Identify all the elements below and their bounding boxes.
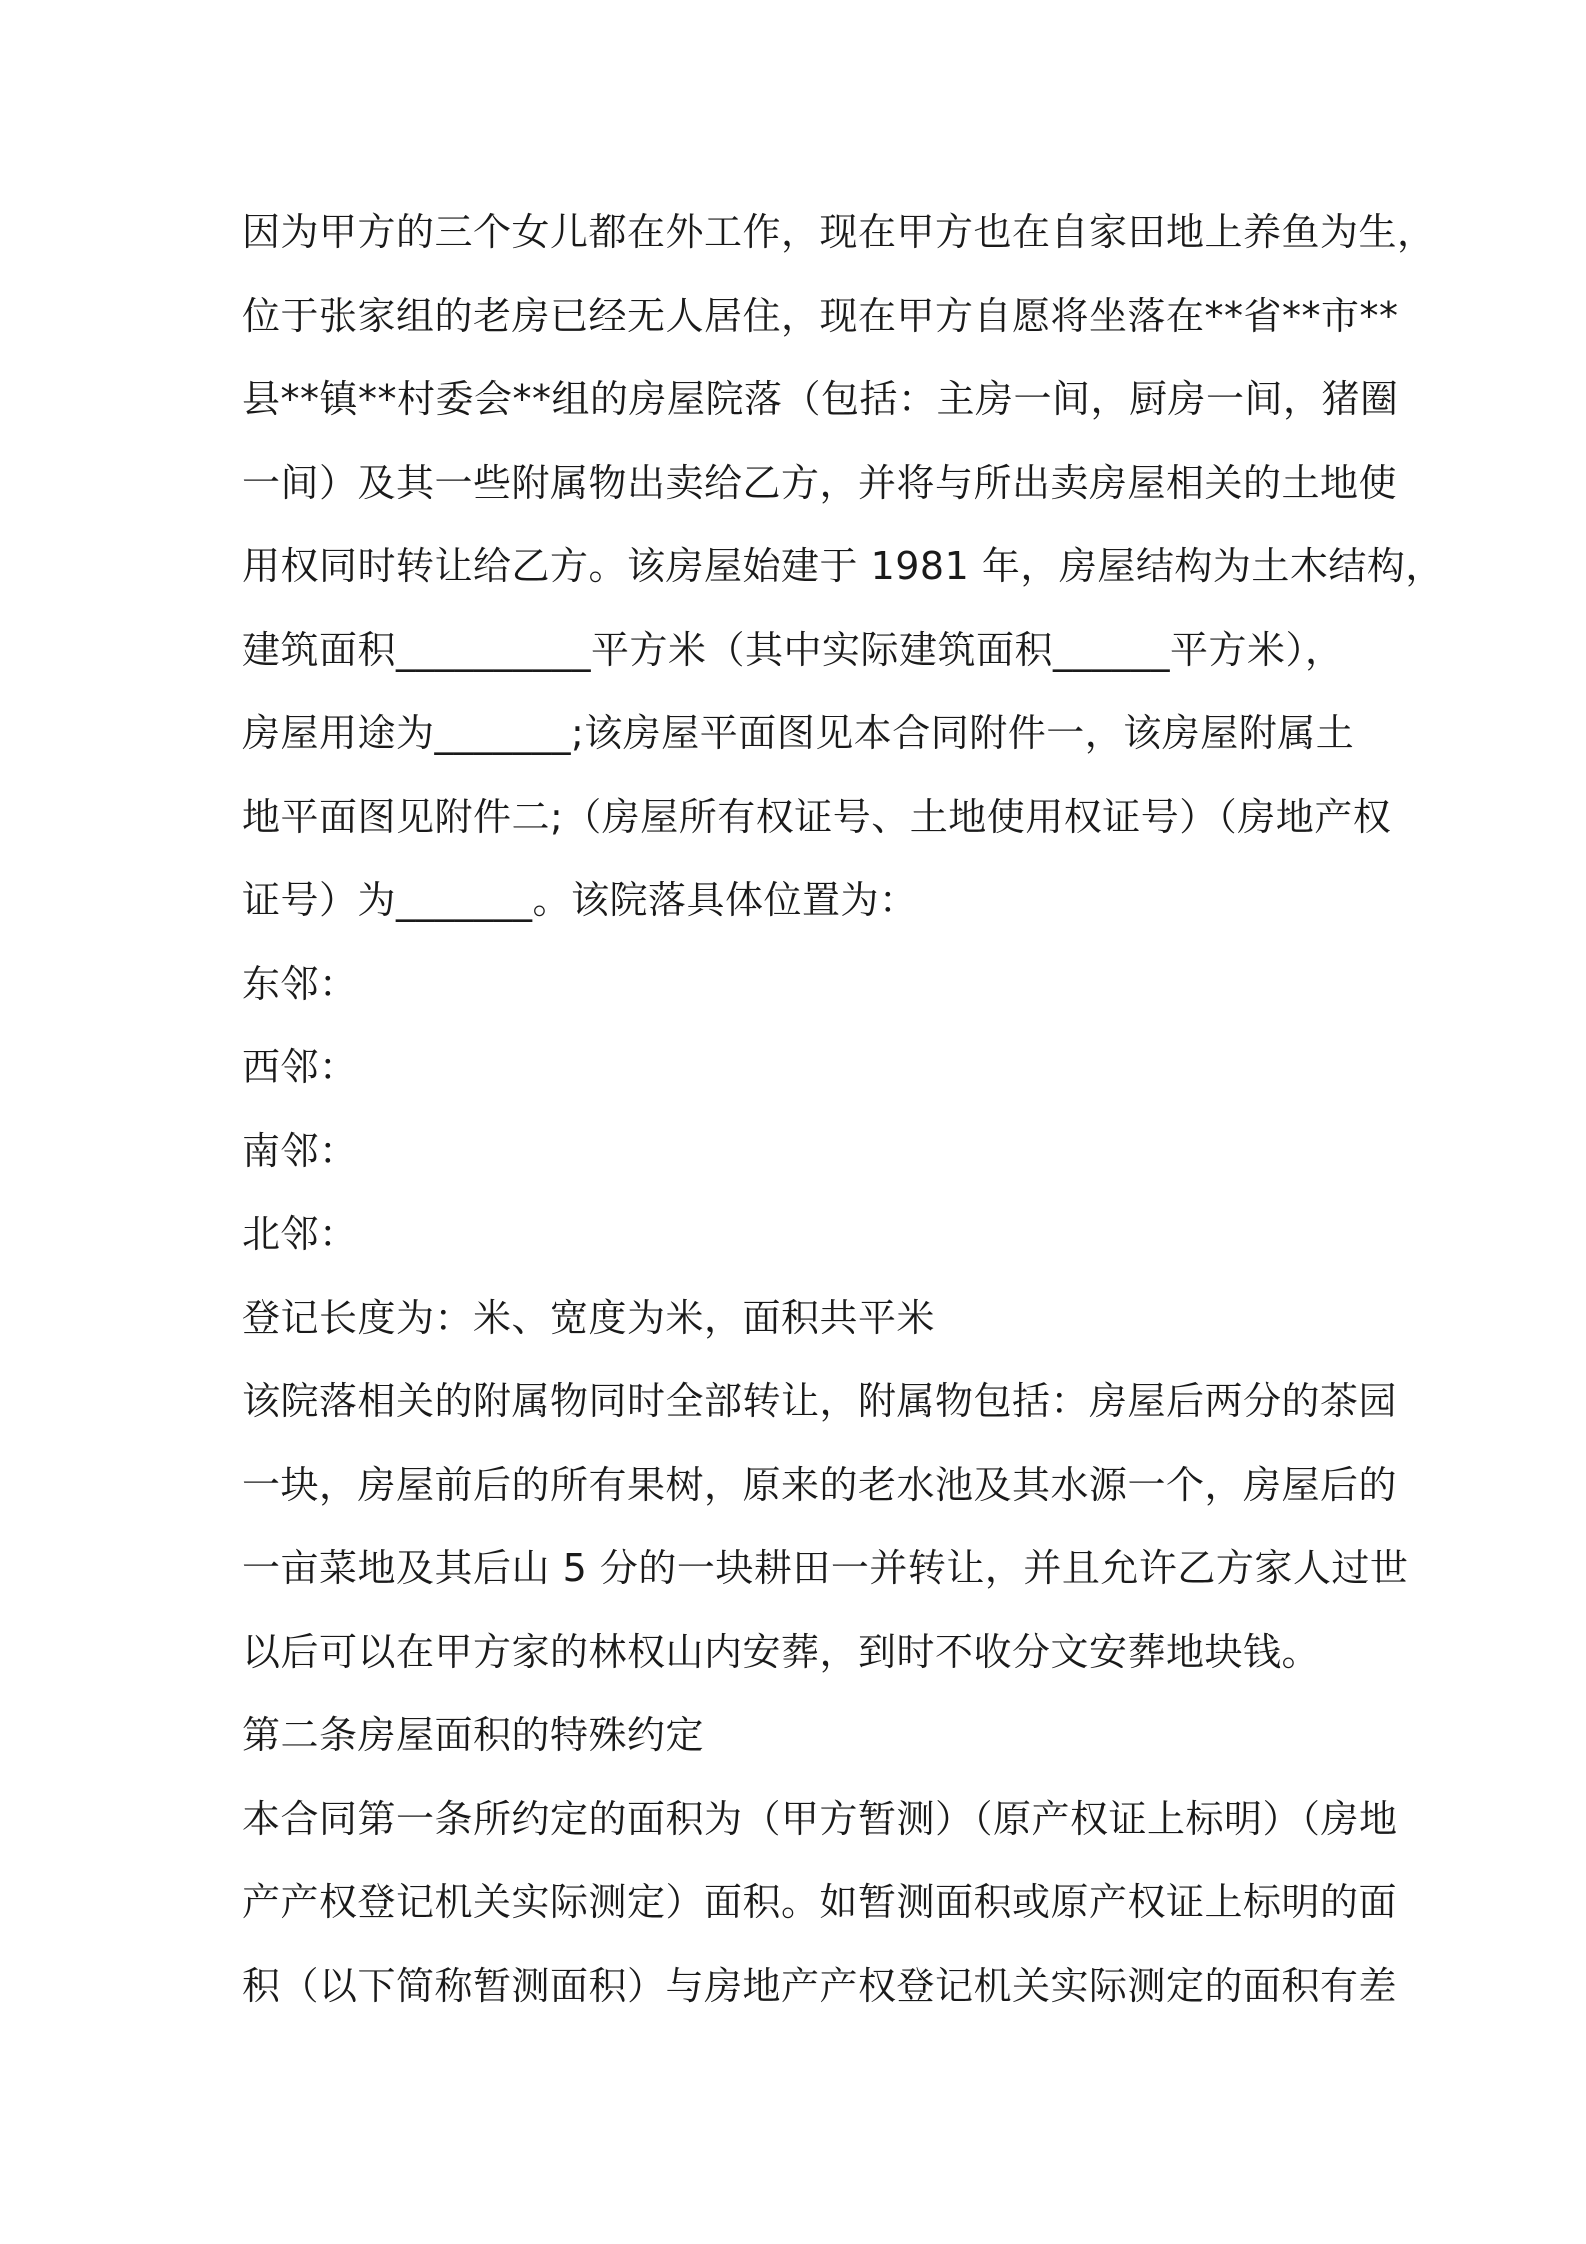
text-line: 该院落相关的附属物同时全部转让，附属物包括：房屋后两分的茶园 — [242, 1379, 1398, 1423]
text-line: 证号）为_______。该院落具体位置为： — [242, 878, 918, 922]
text-line: 以后可以在甲方家的林权山内安葬，到时不收分文安葬地块钱。 — [242, 1629, 1321, 1674]
text-line: 积（以下简称暂测面积）与房地产产权登记机关实际测定的面积有差 — [242, 1963, 1398, 2008]
text-line: 地平面图见附件二;（房屋所有权证号、土地使用权证号）（房地产权 — [242, 794, 1392, 839]
north-neighbor-label: 北邻： — [242, 1212, 358, 1256]
text-line: 产产权登记机关实际测定）面积。如暂测面积或原产权证上标明的面 — [242, 1880, 1398, 1924]
text-line: 一块，房屋前后的所有果树，原来的老水池及其水源一个，房屋后的 — [242, 1462, 1398, 1507]
text-line: 县**镇**村委会**组的房屋院落（包括：主房一间，厨房一间，猪圈 — [242, 377, 1399, 421]
east-neighbor-label: 东邻： — [242, 961, 358, 1006]
text-line: 一亩菜地及其后山 5 分的一块耕田一并转让，并且允许乙方家人过世 — [242, 1546, 1409, 1590]
text-line: 房屋用途为_______;该房屋平面图见本合同附件一，该房屋附属土 — [242, 711, 1355, 755]
section-heading: 第二条房屋面积的特殊约定 — [242, 1713, 705, 1757]
text-line: 建筑面积__________平方米（其中实际建筑面积______平方米）， — [242, 627, 1344, 672]
text-line: 因为甲方的三个女儿都在外工作，现在甲方也在自家田地上养鱼为生， — [242, 210, 1436, 254]
text-line: 用权同时转让给乙方。该房屋始建于 1981 年，房屋结构为土木结构， — [242, 544, 1444, 588]
text-line: 本合同第一条所约定的面积为（甲方暂测）（原产权证上标明）（房地 — [242, 1796, 1398, 1841]
text-line: 登记长度为：米、宽度为米，面积共平米 — [242, 1295, 936, 1340]
west-neighbor-label: 西邻： — [242, 1045, 358, 1089]
text-line: 一间）及其一些附属物出卖给乙方，并将与所出卖房屋相关的土地使 — [242, 460, 1398, 505]
south-neighbor-label: 南邻： — [242, 1128, 358, 1173]
text-line: 位于张家组的老房已经无人居住，现在甲方自愿将坐落在**省**市** — [242, 293, 1399, 338]
document-body — [242, 200, 1444, 2037]
